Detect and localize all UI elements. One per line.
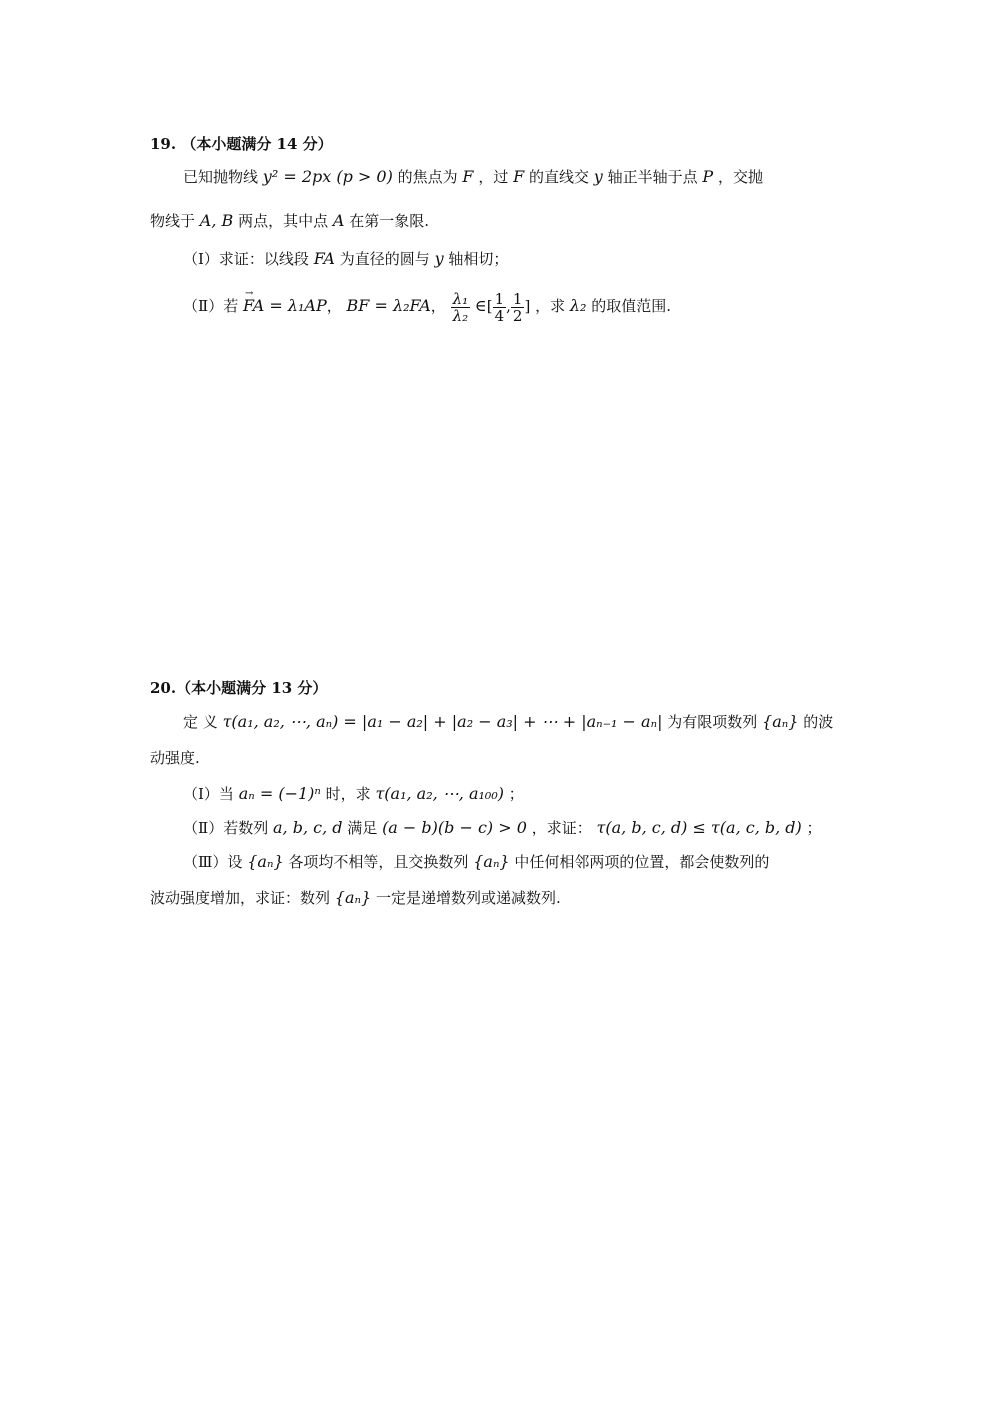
problem-20-definition-line2: 动强度.	[150, 749, 200, 767]
problem-20-heading: 20.（本小题满分 13 分）	[150, 679, 328, 697]
fraction-one-half: $\frac{1}{2}$	[512, 289, 523, 325]
parabola-equation: y² = 2px (p > 0)	[262, 167, 393, 186]
sequence-an-2: {aₙ}	[247, 852, 284, 871]
focus-F-2: F	[513, 167, 525, 186]
sequence-an-3: {aₙ}	[473, 852, 510, 871]
problem-20-part-2: （Ⅱ）若数列 a, b, c, d 满足 (a − b)(b − c) > 0 ，求证： τ(a, b, c, d) ≤ τ(a, c, b, d) ；	[183, 818, 822, 837]
tau-expression: τ(a₁, a₂, ⋯, a₁₀₀)	[375, 784, 504, 803]
segment-FA: FA	[313, 249, 335, 268]
problem-19	[150, 133, 850, 326]
vector-condition-2: BF = λ₂FA	[346, 296, 431, 315]
problem-20-part-1: （Ⅰ）当 aₙ = (−1)ⁿ 时，求 τ(a₁, a₂, ⋯, a₁₀₀) ；	[183, 784, 524, 803]
problem-19-part-2: （Ⅱ）若 → FA = λ₁AP， BF = λ₂FA， $\frac{\text{λ₁}}{\text{λ₂}}$ ∈[ $\frac{1}{4}$ , $\frac{1}{2}$ ] ，求 λ₂ 的取值范围.	[150, 286, 850, 326]
point-P: P	[702, 167, 714, 186]
problem-19-statement-line2: 物线于 A, B 两点，其中点 A 在第一象限.	[150, 211, 429, 230]
an-formula: aₙ = (−1)ⁿ	[238, 784, 321, 803]
fraction-one-quarter: $\frac{1}{4}$	[494, 289, 505, 325]
y-axis-var-2: y	[434, 249, 444, 268]
sequence-an-4: {aₙ}	[334, 888, 372, 907]
lambda-ratio: $\frac{\text{λ₁}}{\text{λ₂}}$	[452, 289, 469, 325]
problem-19-statement-line1: 已知抛物线 y² = 2px (p > 0) 的焦点为 F ，过 F 的直线交 y 轴正半轴于点 P ，交抛	[183, 167, 763, 186]
vars-abcd: a, b, c, d	[272, 818, 343, 837]
vector-condition-1: → FA = λ₁AP	[243, 286, 327, 326]
problem-19-part-1: （Ⅰ）求证：以线段 FA 为直径的圆与 y 轴相切；	[183, 249, 509, 268]
points-AB: A, B	[199, 211, 234, 230]
sequence-an: {aₙ}	[762, 712, 799, 731]
problem-20-definition-line1: 定 义 τ(a₁, a₂, ⋯, aₙ) = |a₁ − a₂| + |a₂ − a₃| + ⋯ + |aₙ₋₁ − aₙ| 为有限项数列 {aₙ} 的波	[183, 712, 834, 731]
problem-20-part-3-line1: （Ⅲ）设 {aₙ} 各项均不相等，且交换数列 {aₙ} 中任何相邻两项的位置，都会使数列的	[183, 852, 770, 871]
product-condition: (a − b)(b − c) > 0	[382, 818, 527, 837]
tau-definition: τ(a₁, a₂, ⋯, aₙ) = |a₁ − a₂| + |a₂ − a₃| + ⋯ + |aₙ₋₁ − aₙ|	[222, 712, 663, 731]
focus-F: F	[462, 167, 474, 186]
tau-inequality: τ(a, b, c, d) ≤ τ(a, c, b, d)	[596, 818, 802, 837]
lambda-2: λ₂	[569, 296, 587, 315]
problem-20	[150, 677, 850, 909]
y-axis-var: y	[593, 167, 603, 186]
problem-20-part-3-line2: 波动强度增加，求证：数列 {aₙ} 一定是递增数列或递减数列.	[150, 888, 561, 907]
point-A: A	[332, 211, 345, 230]
problem-19-heading: 19. （本小题满分 14 分）	[150, 135, 333, 153]
